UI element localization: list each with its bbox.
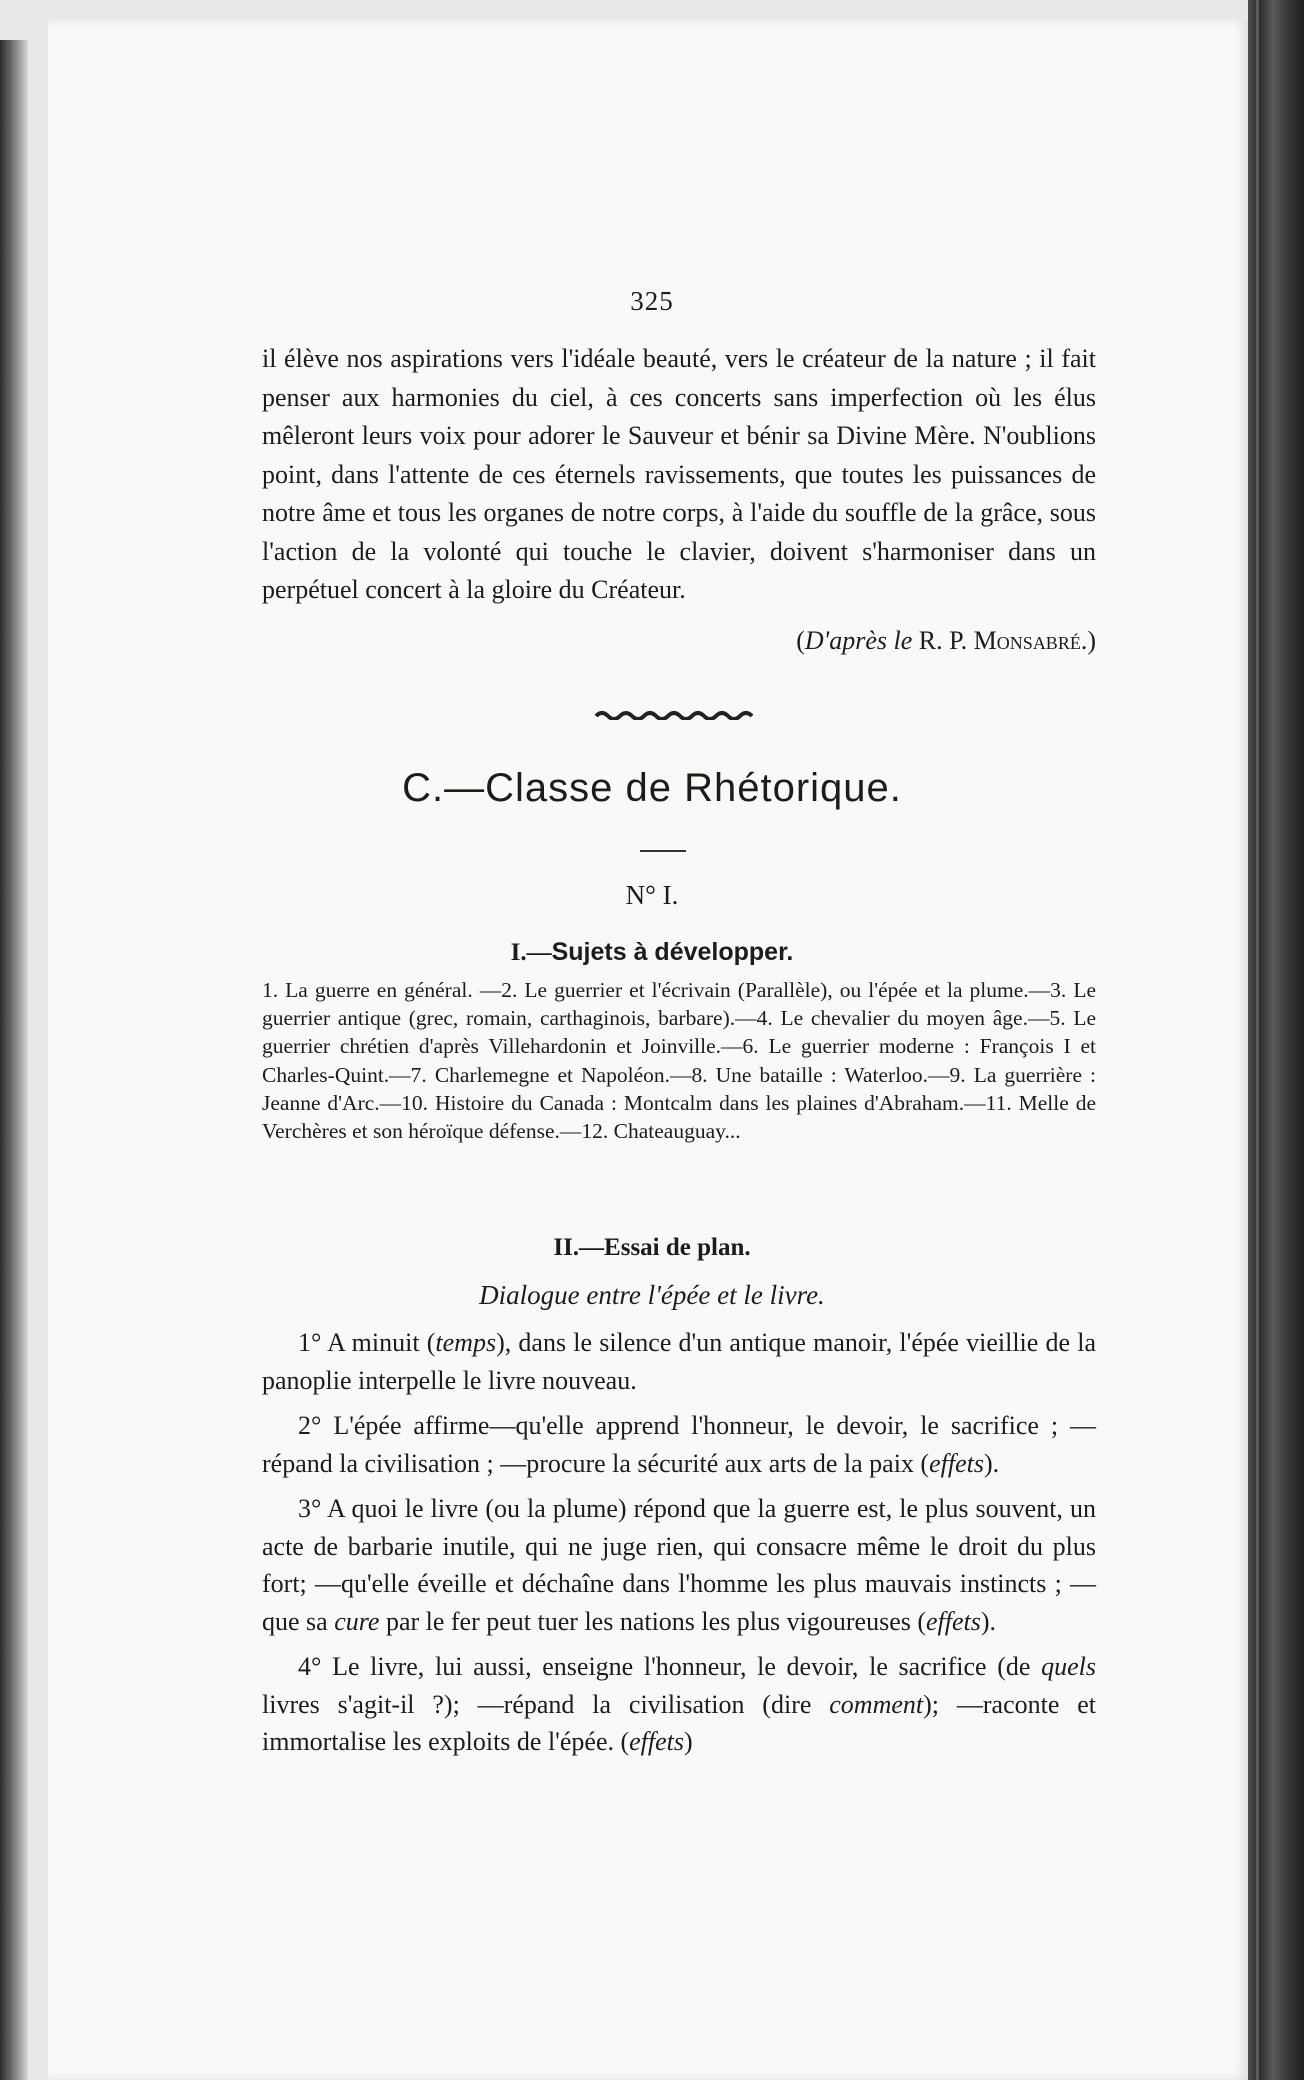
plan-item-text: ); —raconte et immortalise les exploits de l'épée. ( bbox=[262, 1689, 1097, 1756]
plan-item-text: A minuit ( bbox=[321, 1328, 436, 1357]
subheading-subjects-numeral: I.— bbox=[510, 939, 552, 966]
plan-item-italic: effets bbox=[926, 1606, 981, 1636]
plan-item-text: ), dans le silence d'un antique manoir, l'épée vieillie de la panoplie interpelle le livre nouveau. bbox=[262, 1328, 1096, 1395]
attribution bbox=[262, 626, 1096, 656]
plan-item-text: Le livre, lui aussi, enseigne l'honneur, le devoir, le sacrifice (de bbox=[321, 1652, 1042, 1681]
plan-item-italic: temps bbox=[435, 1328, 497, 1357]
plan-item-italic: effets bbox=[929, 1448, 984, 1478]
number-label: N° I. bbox=[625, 880, 679, 910]
book-binding-left bbox=[0, 40, 28, 2080]
dialogue-title: Dialogue entre l'épée et le livre. bbox=[479, 1280, 825, 1310]
plan-item-number: 3° bbox=[298, 1494, 322, 1523]
plan-item-italic: quels bbox=[1041, 1652, 1096, 1681]
attribution-italic: D'après le bbox=[804, 625, 913, 655]
plan-item-text: L'épée affirme—qu'elle apprend l'honneur, le devoir, le sacrifice ; —répand la civilisation ; —procure la sécurité aux arts de la paix ( bbox=[262, 1411, 1096, 1478]
attribution-author: R. P. Monsabré. bbox=[918, 625, 1088, 655]
plan-item-number: 2° bbox=[298, 1411, 322, 1440]
plan-item-italic: cure bbox=[334, 1606, 380, 1636]
subheading-plan: II.—Essai de plan. bbox=[553, 1234, 751, 1261]
plan-item bbox=[262, 1490, 1096, 1640]
heading-rule bbox=[640, 850, 686, 852]
plan-item bbox=[262, 1648, 1096, 1761]
plan-item-text: ). bbox=[980, 1606, 997, 1636]
plan-items bbox=[262, 1324, 1096, 1769]
opening-section bbox=[262, 340, 1096, 656]
plan-item-number: 1° bbox=[298, 1328, 322, 1357]
plan-item-text: ). bbox=[983, 1448, 1000, 1478]
plan-item-text: livres s'agit-il ?); —répand la civilisation (dire bbox=[262, 1689, 830, 1719]
plan-item-text: A quoi le livre (ou la plume) répond que la guerre est, le plus souvent, un acte de barbarie inutile, qui ne juge rien, qui consacre même le droit du plus fort; —qu'elle éveille et déchaîne dans l'homme les plus mauvais instincts ; —que sa bbox=[262, 1494, 1096, 1636]
subheading-subjects bbox=[0, 938, 1304, 967]
attribution-prefix: ( bbox=[796, 625, 805, 655]
plan-item bbox=[262, 1407, 1096, 1482]
plan-item-italic: comment bbox=[829, 1689, 924, 1719]
ornament-divider bbox=[594, 708, 754, 720]
plan-item-text: ) bbox=[684, 1727, 693, 1756]
plan-item-text: par le fer peut tuer les nations les plus vigoureuses ( bbox=[379, 1606, 927, 1636]
subjects-section bbox=[262, 976, 1096, 1145]
plan-item-italic: effets bbox=[629, 1727, 685, 1756]
plan-item bbox=[262, 1324, 1096, 1399]
attribution-suffix: ) bbox=[1087, 625, 1096, 655]
subheading-subjects-title: Sujets à développer. bbox=[551, 938, 794, 966]
subjects-list: 1. La guerre en général. —2. Le guerrier et l'écrivain (Parallèle), ou l'épée et la plume.—3. Le guerrier antique (grec, romain, carthaginois, barbare).—4. Le chevalier du moyen âge.—5. Le guerrier chrétien d'après Villehardonin et Joinville.—6. Le guerrier moderne : François I et Charles-Quint.—7. Charlemegne et Napoléon.—8. Une bataille : Waterloo.—9. La guerrière : Jeanne d'Arc.—10. Histoire du Canada : Montcalm dans les plaines d'Abraham.—11. Melle de Verchères et son héroïque défense.—12. Chateauguay... bbox=[262, 978, 1096, 1144]
opening-paragraph: il élève nos aspirations vers l'idéale beauté, vers le créateur de la nature ; il fait penser aux harmonies du ciel, à ces concerts sans imperfection où les élus mêleront leurs voix pour adorer le Sauveur et bénir sa Divine Mère. N'oublions point, dans l'attente de ces éternels ravissements, que toutes les puissances de notre âme et tous les organes de notre corps, à l'aide du souffle de la grâce, sous l'action de la volonté qui touche le clavier, doivent s'harmoniser dans un perpétuel concert à la gloire du Créateur. bbox=[262, 344, 1096, 604]
section-heading: C.—Classe de Rhétorique. bbox=[402, 766, 902, 810]
page-number: 325 bbox=[630, 286, 674, 316]
plan-item-number: 4° bbox=[298, 1652, 322, 1681]
